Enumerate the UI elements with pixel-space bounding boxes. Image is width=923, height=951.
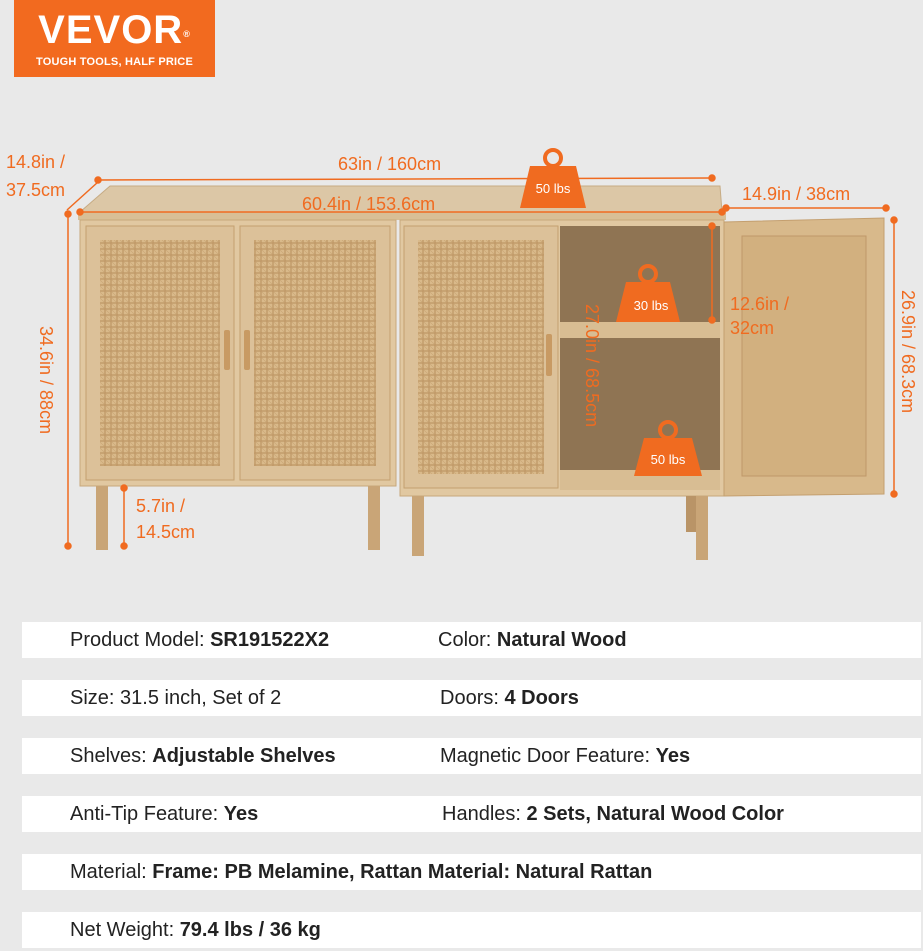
load-bottom-label: 50 lbs <box>650 452 686 467</box>
load-top-label: 50 lbs <box>535 181 571 196</box>
spec-left: Shelves: Adjustable Shelves <box>70 745 336 767</box>
overall-width-line <box>98 178 712 180</box>
spec-left: Size: 31.5 inch, Set of 2 <box>70 687 282 709</box>
cabinet-height-label: 27.0in / 68.5cm <box>582 304 602 428</box>
depth-label-cm: 37.5cm <box>6 180 66 200</box>
spec-row <box>22 796 921 832</box>
spec-left: Product Model: SR191522X2 <box>70 629 330 651</box>
leg-4 <box>696 496 708 560</box>
door-1-rattan <box>100 240 220 466</box>
spec-right: Handles: 2 Sets, Natural Wood Color <box>442 803 784 825</box>
shelf-gap-label: 12.6in / <box>730 294 790 314</box>
handle-3 <box>546 334 552 376</box>
spec-left: Material: Frame: PB Melamine, Rattan Material: Natural Rattan <box>70 861 653 883</box>
door-3-rattan <box>418 240 544 474</box>
door-2-rattan <box>254 240 376 466</box>
leg-height-label: 5.7in / <box>136 496 186 516</box>
spec-left: Anti-Tip Feature: Yes <box>70 803 259 825</box>
open-door-panel <box>742 236 866 476</box>
leg-2 <box>368 486 380 550</box>
spec-row <box>22 854 921 890</box>
brand-tagline: TOUGH TOOLS, HALF PRICE <box>36 56 193 68</box>
spec-left: Net Weight: 79.4 lbs / 36 kg <box>70 919 321 941</box>
leg-3 <box>412 496 424 556</box>
brand-logo <box>14 0 215 77</box>
spec-row <box>22 738 921 774</box>
brand-name: VEVOR® <box>38 8 191 52</box>
inner-width-label: 60.4in / 153.6cm <box>302 194 436 214</box>
leg-1 <box>96 486 108 550</box>
depth-label: 14.8in / <box>6 152 66 172</box>
handle-1 <box>224 330 230 370</box>
spec-right: Color: Natural Wood <box>438 629 627 651</box>
spec-row <box>22 912 921 948</box>
leg-height-label-cm: 14.5cm <box>136 522 196 542</box>
spec-right: Magnetic Door Feature: Yes <box>440 745 691 767</box>
total-height-label: 34.6in / 88cm <box>36 326 56 435</box>
handle-2 <box>244 330 250 370</box>
load-shelf-label: 30 lbs <box>633 298 669 313</box>
spec-right: Doors: 4 Doors <box>440 687 579 709</box>
weight-icon-top <box>520 150 586 208</box>
leg-back <box>686 496 696 532</box>
shelf-gap-label-cm: 32cm <box>730 318 775 338</box>
overall-width-label: 63in / 160cm <box>338 154 442 174</box>
door-width-label: 14.9in / 38cm <box>742 184 851 204</box>
spec-row <box>22 680 921 716</box>
spec-row <box>22 622 921 658</box>
product-diagram <box>0 90 923 590</box>
door-height-label: 26.9in / 68.3cm <box>898 290 918 414</box>
